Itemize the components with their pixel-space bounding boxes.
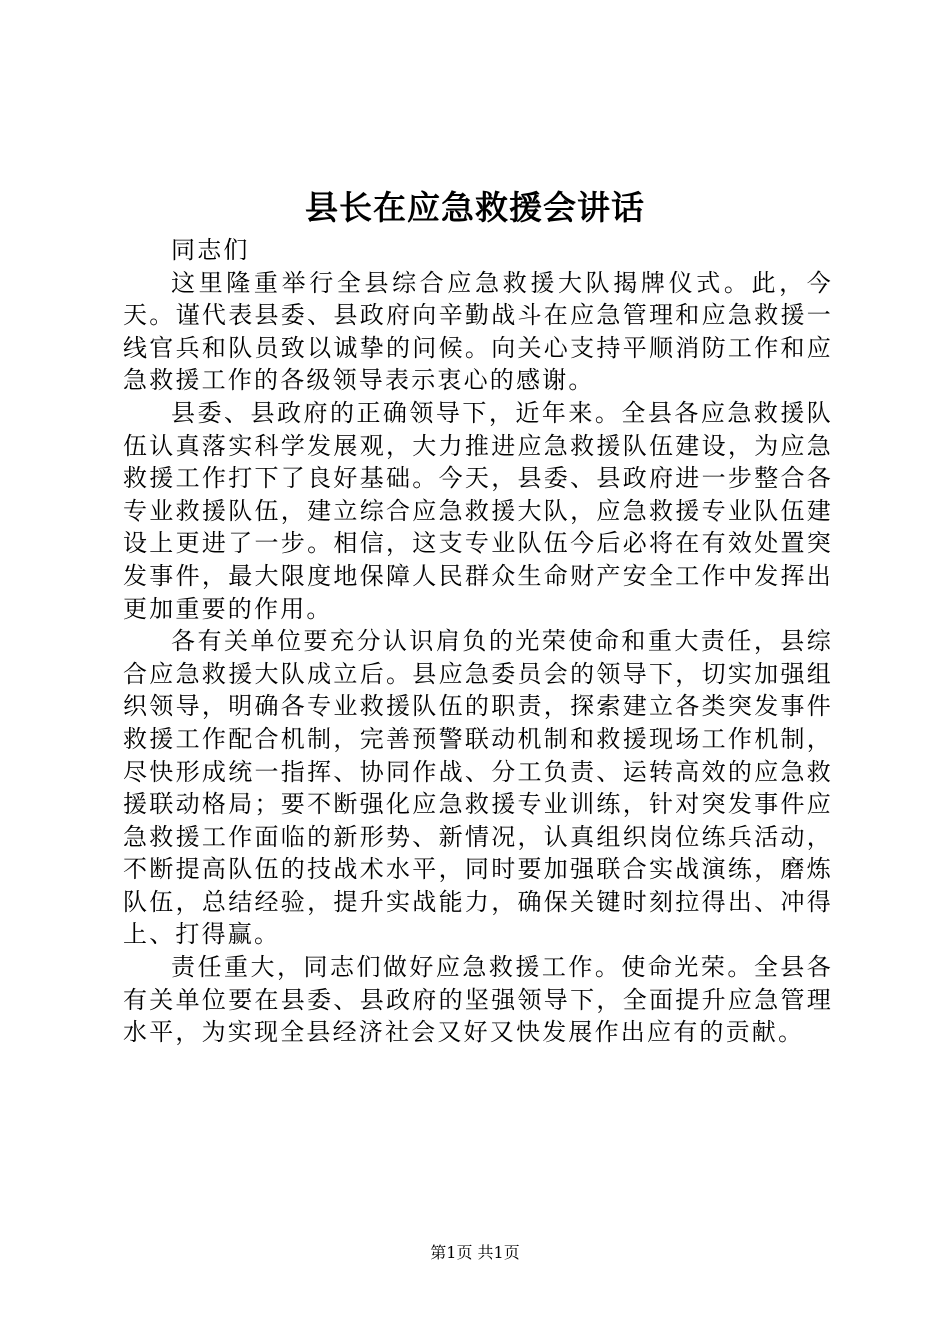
paragraph-3: 各有关单位要充分认识肩负的光荣使命和重大责任，县综合应急救援大队成立后。县应急委员会的领导下，切实加强组织领导，明确各专业救援队伍的职责，探索建立各类突发事件救援工作配合机制，完善预警联动机制和救援现场工作机制，尽快形成统一指挥、协同作战、分工负责、运转高效的应急救援联动格局；要不断强化应急救援专业训练，针对突发事件应急救援工作面临的新形势、新情况，认真组织岗位练兵活动，不断提高队伍的技战术水平，同时要加强联合实战演练，磨炼队伍，总结经验，提升实战能力，确保关键时刻拉得出、冲得上、打得赢。 (123, 627, 833, 949)
salutation: 同志们 (171, 236, 250, 264)
document-body (123, 234, 833, 1049)
page-footer: 第1页 共1页 (430, 1243, 520, 1262)
document-title: 县长在应急救援会讲话 (305, 188, 645, 227)
paragraph-2: 县委、县政府的正确领导下，近年来。全县各应急救援队伍认真落实科学发展观，大力推进应急救援队伍建设，为应急救援工作打下了良好基础。今天，县委、县政府进一步整合各专业救援队伍，建立综合应急救援大队，应急救援专业队伍建设上更进了一步。相信，这支专业队伍今后必将在有效处置突发事件，最大限度地保障人民群众生命财产安全工作中发挥出更加重要的作用。 (123, 398, 833, 623)
paragraph-1: 这里隆重举行全县综合应急救援大队揭牌仪式。此，今天。谨代表县委、县政府向辛勤战斗在应急管理和应急救援一线官兵和队员致以诚挚的问候。向关心支持平顺消防工作和应急救援工作的各级领导表示衷心的感谢。 (123, 268, 833, 395)
paragraph-4: 责任重大，同志们做好应急救援工作。使命光荣。全县各有关单位要在县委、县政府的坚强领导下，全面提升应急管理水平，为实现全县经济社会又好又快发展作出应有的贡献。 (123, 953, 833, 1047)
